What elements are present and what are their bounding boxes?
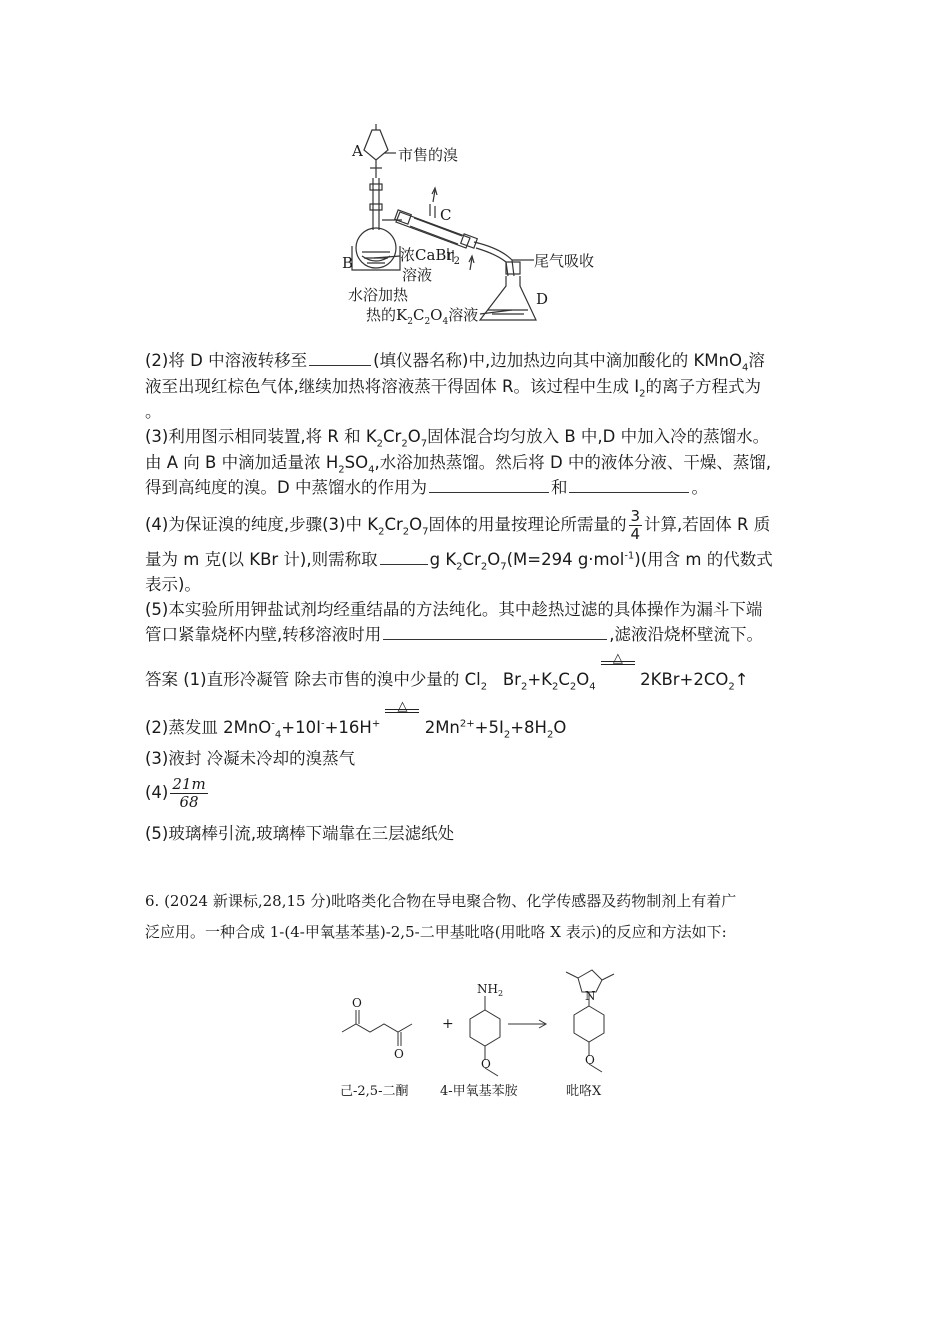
- heat-condition-mark: △: [385, 713, 419, 733]
- label-c: C: [440, 206, 452, 224]
- q4-line2: 量为 m 克(以 KBr 计),则需称取 g $K_2Cr_2O_7(M=294$ g·mol$^{-1}$)(用含 m 的代数式: [145, 550, 773, 573]
- svg-text:浓CaBr2: [400, 246, 460, 267]
- label-hexanedione: 己-2,5-二酮: [340, 1084, 409, 1099]
- q3-line1: (3)利用图示相同装置,将 R 和 $K_2Cr_2O_7$固体混合均匀放入 B 中,D 中加入冷的蒸馏水。: [145, 427, 770, 450]
- answer-3: (3)液封 冷凝未冷却的溴蒸气: [145, 749, 356, 768]
- label-tail: 尾气吸收: [534, 252, 595, 270]
- q3-line2: 由 A 向 B 中滴加适量浓 $H_2SO_4$,水浴加热蒸馏。然后将 D 中的液体分液、干燥、蒸馏,: [145, 453, 772, 476]
- atom-nh2: NH: [477, 982, 498, 996]
- label-pyrrole-x: 吡咯X: [566, 1084, 602, 1099]
- label-bath: 水浴加热: [348, 286, 409, 304]
- q2-line1: (2)将 D 中溶液转移至 (填仪器名称)中,边加热边向其中滴加酸化的 KMnO$_4$溶: [145, 351, 765, 374]
- label-b-text2: 溶液: [402, 266, 433, 284]
- answer-4: (4) $\frac{21m}{68}$: [145, 775, 206, 811]
- label-a: A: [352, 142, 363, 160]
- label-k-pre: 热的K: [366, 306, 408, 324]
- fraction-three-quarters: $\frac{3}{4}$: [630, 507, 641, 543]
- atom-n: N: [585, 989, 596, 1003]
- distillation-apparatus-figure: [340, 120, 620, 330]
- reaction-scheme: [330, 960, 630, 1105]
- q3-line3: 得到高纯度的溴。D 中蒸馏水的作用为 和 。: [145, 478, 708, 497]
- label-b-sub: 2: [453, 256, 460, 267]
- answer-5: (5)玻璃棒引流,玻璃棒下端靠在三层滤纸处: [145, 824, 455, 843]
- answer-2: (2)蒸发皿 2MnO-$_4$+10I-+16H+ △ $2Mn^{2+}+5I_2+8H_2O$: [145, 699, 567, 741]
- svg-text:热的K2C2O4溶液: 热的$K_2C_2O_4$溶液: [366, 306, 479, 327]
- q5-line2: 管口紧靠烧杯内壁,转移溶液时用 ,滤液沿烧杯壁流下。: [145, 625, 763, 644]
- atom-o3: O: [481, 1057, 491, 1071]
- label-methoxyaniline: 4-甲氧基苯胺: [440, 1084, 518, 1099]
- label-b: B: [342, 254, 354, 272]
- label-d: D: [536, 290, 549, 308]
- fraction-21m-68: $\frac{21m}{68}$: [172, 775, 206, 811]
- q5-line1: (5)本实验所用钾盐试剂均经重结晶的方法纯化。其中趁热过滤的具体操作为漏斗下端: [145, 600, 763, 619]
- label-a-text: 市售的溴: [398, 146, 459, 164]
- atom-o1: O: [352, 996, 362, 1010]
- q4-line1: (4)为保证溴的纯度,步骤(3)中 $K_2Cr_2O_7$固体的用量按理论所需量的 $\frac{3}{4}$ 计算,若固体 R 质: [145, 507, 771, 543]
- heat-condition-mark: △: [601, 665, 635, 685]
- q4-line3: 表示)。: [145, 575, 201, 594]
- q2-line2: 液至出现红棕色气体,继续加热将溶液蒸干得固体 R。该过程中生成 $I_2$的离子方程式为: [145, 377, 761, 400]
- label-b-text1: 浓CaBr: [400, 246, 454, 264]
- plus-sign: +: [442, 1016, 454, 1032]
- atom-o2: O: [394, 1047, 404, 1061]
- q6-line1: 6. (2024 新课标,28,15 分)吡咯类化合物在导电聚合物、化学传感器及药物制剂上有着广: [145, 892, 737, 910]
- q2-line3: 。: [145, 402, 162, 421]
- svg-text:NH2: $NH_2$: [477, 982, 504, 998]
- atom-o4: O: [585, 1053, 595, 1067]
- answer-1: 答案 (1)直形冷凝管 除去市售的溴中少量的 $Cl_2$ $Br_2+K_2C_2O_4$ △ $2KBr+2CO_2↑$: [145, 651, 749, 693]
- q6-line2: 泛应用。一种合成 1-(4-甲氧基苯基)-2,5-二甲基吡咯(用吡咯 X 表示)的反应和方法如下:: [145, 923, 727, 941]
